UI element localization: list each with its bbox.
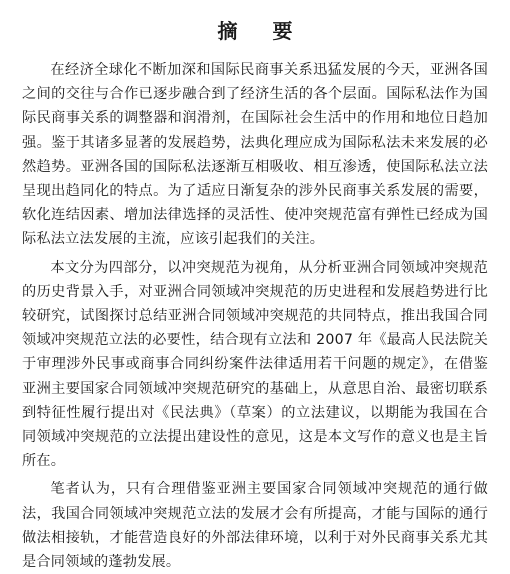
paragraph-1: 在经济全球化不断加深和国际民商事关系迅猛发展的今天，亚洲各国之间的交往与合作已逐步融合到了经济生活的各个层面。国际私法作为国际民商事关系的调整器和润滑剂，在国际社会生活中的作用和地位日趋加强。鉴于其诸多显著的发展趋势，法典化理应成为国际私法未来发展的必然趋势。亚洲各国的国际私法逐渐互相吸收、相互渗透，使国际私法立法呈现出趋同化的特点。为了适应日渐复杂的涉外民商事关系发展的需要，软化连结因素、增加法律选择的灵活性、使冲突规范富有弹性已经成为国际私法立法发展的主流，应该引起我们的关注。	[22, 62, 488, 248]
paragraph-3: 笔者认为，只有合理借鉴亚洲主要国家合同领域冲突规范的通行做法，我国合同领域冲突规范立法的发展才会有所提高，才能与国际的通行做法相接轨，才能营造良好的外部法律环境，以利于对外民商事关系尤其是合同领域的蓬勃发展。	[22, 481, 488, 571]
page-title: 摘 要	[217, 19, 307, 43]
paragraph-2: 本文分为四部分，以冲突规范为视角，从分析亚洲合同领域冲突规范的历史背景入手，对亚洲合同领域冲突规范的历史进程和发展趋势进行比较研究，试图探讨总结亚洲合同领域冲突规范的共同特点，推出我国合同领域冲突规范立法的必要性，结合现有立法和 2007 年《最高人民法院关于审理涉外民事或商事合同纠纷案件法律适用若干问题的规定》，在借鉴亚洲主要国家合同领域冲突规范研究的基础上，从意思自治、最密切联系到特征性履行提出对《民法典》（草案）的立法建议，以期能为我国在合同领域冲突规范的立法提出建设性的意见，这是本文写作的意义也是主旨所在。	[22, 259, 488, 470]
